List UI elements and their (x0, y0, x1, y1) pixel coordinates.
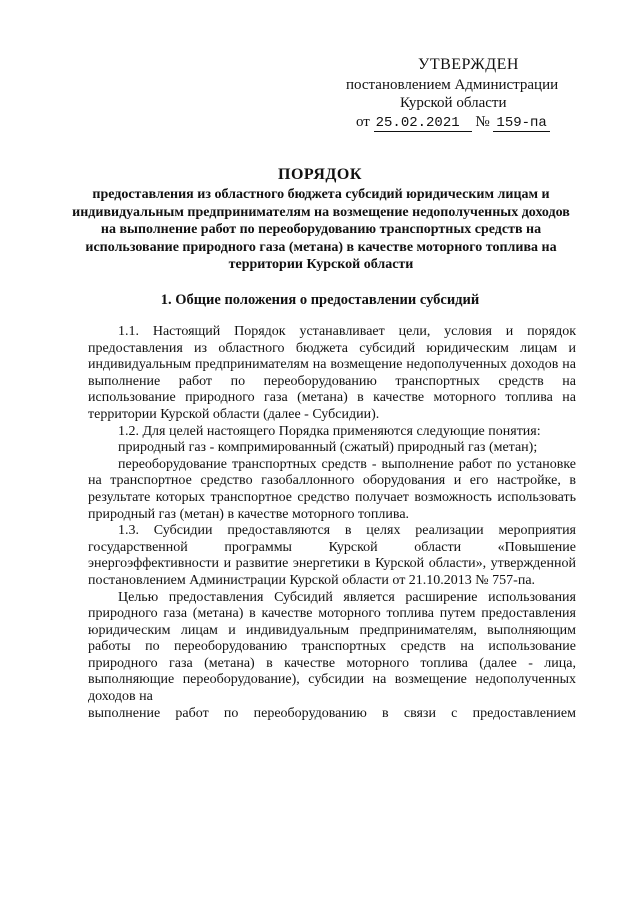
paragraph-purpose: Целью предоставления Субсидий является расширение использования природного газа (метана) в качестве моторного топлива путем предоставления юридическим лицам и индивидуальным предпринимателям, выполняющим работы по переоборудованию транспортных средств на использование природного газа (метана) в качестве моторного топлива (далее - лица, выполняющие переоборудование), субсидии на возмещение недополученных доходов на (88, 589, 576, 705)
paragraph-1-1: 1.1. Настоящий Порядок устанавливает цели, условия и порядок предоставления из областного бюджета субсидий юридическим лицам и индивидуальным предпринимателям на возмещение недополученных доходов на выполнение работ по переоборудованию транспортных средств на использование природного газа (метана) в качестве моторного топлива на территории Курской области (далее - Субсидии). (88, 324, 576, 422)
approval-line-region: Курской области (400, 95, 507, 111)
approval-title: УТВЕРЖДЕН (418, 56, 519, 73)
paragraph-continuation: выполнение работ по переоборудованию в связи с предоставлением (88, 705, 576, 721)
document-title: ПОРЯДОК (278, 166, 362, 183)
document-subtitle: предоставления из областного бюджета субсидий юридическим лицам и индивидуальным предпринимателям на возмещение недополученных доходов на выполнение работ по переоборудованию транспортных средств на использование природного газа (метана) в качестве моторного топлива на территории Курской области (72, 187, 570, 272)
approval-number-label: № (475, 114, 490, 130)
approval-date: 25.02.2021 (374, 116, 472, 132)
approval-date-number (340, 113, 580, 132)
approval-from-label: от (356, 114, 370, 130)
paragraph-definition-gas: природный газ - компримированный (сжатый) природный газ (метан); (118, 440, 538, 456)
approval-line-decree: постановлением Администрации (346, 77, 559, 93)
approval-stamp (340, 56, 580, 132)
paragraph-definition-conversion: переоборудование транспортных средств - выполнение работ по установке на транспортное средство газобаллонного оборудования и его настройке, в результате которых транспортное средство получает возможность использовать природный газ (метан) в качестве моторного топлива. (88, 456, 576, 522)
paragraph-1-3: 1.3. Субсидии предоставляются в целях реализации мероприятия государственной программы Курской области «Повышение энергоэффективности и развитие энергетики в Курской области», утвержденной постановлением Администрации Курской области от 21.10.2013 № 757-па. (88, 523, 576, 588)
paragraph-1-2: 1.2. Для целей настоящего Порядка применяются следующие понятия: (118, 423, 541, 439)
approval-number: 159-па (493, 116, 550, 132)
section-body (88, 324, 576, 722)
section-title: 1. Общие положения о предоставлении субсидий (160, 292, 480, 308)
